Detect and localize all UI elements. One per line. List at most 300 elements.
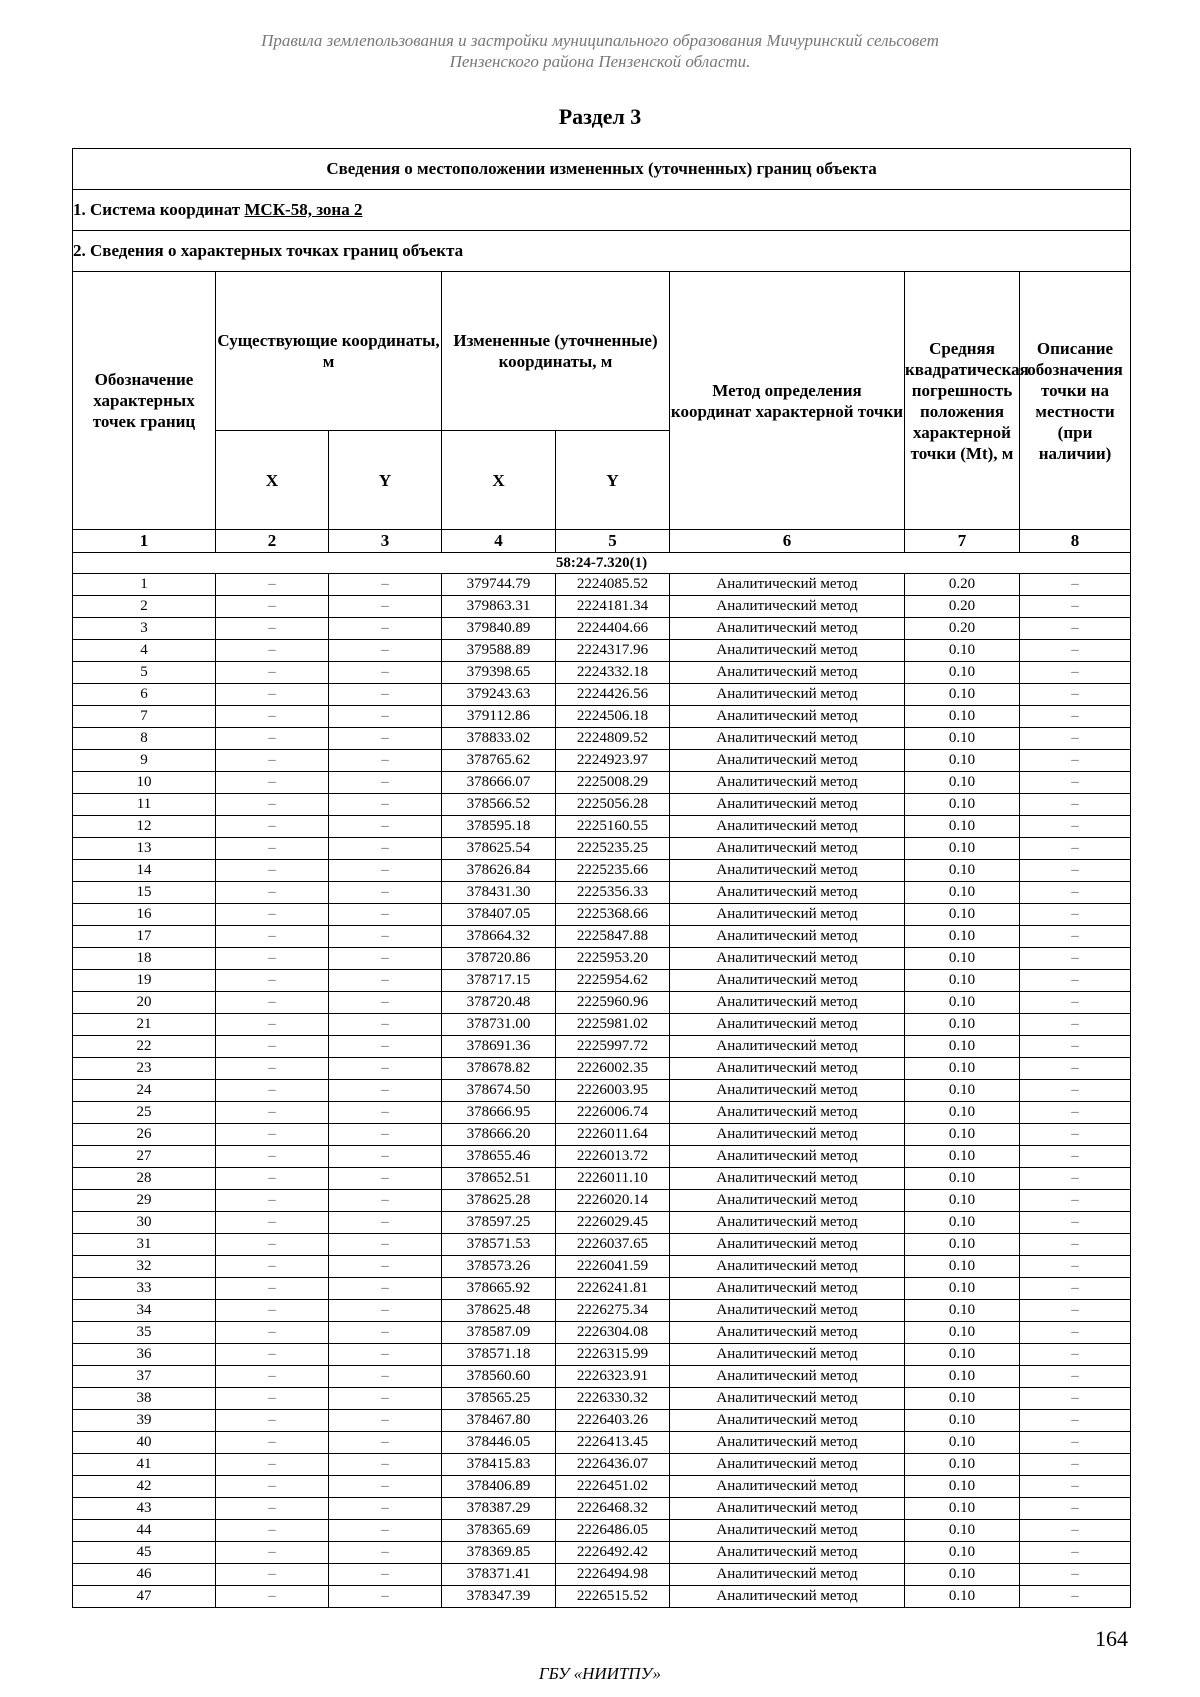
col-header-method: Метод определения координат характерной точки [670, 272, 905, 530]
existing-y: – [329, 1256, 442, 1278]
existing-x: – [216, 1256, 329, 1278]
col-header-existing: Существующие координаты, м [216, 272, 442, 431]
col-number: 7 [905, 530, 1020, 553]
changed-y: 2224426.56 [556, 684, 670, 706]
changed-x: 378406.89 [442, 1476, 556, 1498]
method: Аналитический метод [670, 1256, 905, 1278]
changed-y: 2225368.66 [556, 904, 670, 926]
error-value: 0.10 [905, 1102, 1020, 1124]
existing-y: – [329, 596, 442, 618]
table-row [73, 1366, 1131, 1388]
method: Аналитический метод [670, 662, 905, 684]
existing-x: – [216, 1190, 329, 1212]
error-value: 0.10 [905, 1124, 1020, 1146]
col-number: 4 [442, 530, 556, 553]
existing-x: – [216, 684, 329, 706]
changed-y: 2225356.33 [556, 882, 670, 904]
table-row [73, 662, 1131, 684]
existing-x: – [216, 1278, 329, 1300]
point-number: 38 [73, 1388, 216, 1410]
description: – [1020, 1344, 1131, 1366]
error-value: 0.10 [905, 1058, 1020, 1080]
changed-y: 2225235.66 [556, 860, 670, 882]
method: Аналитический метод [670, 1014, 905, 1036]
changed-y: 2224506.18 [556, 706, 670, 728]
changed-y: 2225235.25 [556, 838, 670, 860]
existing-y: – [329, 1212, 442, 1234]
changed-x: 378565.25 [442, 1388, 556, 1410]
point-number: 39 [73, 1410, 216, 1432]
error-value: 0.10 [905, 1454, 1020, 1476]
changed-x: 378571.53 [442, 1234, 556, 1256]
error-value: 0.10 [905, 1542, 1020, 1564]
error-value: 0.10 [905, 772, 1020, 794]
changed-y: 2225847.88 [556, 926, 670, 948]
changed-x: 378446.05 [442, 1432, 556, 1454]
changed-y: 2226486.05 [556, 1520, 670, 1542]
error-value: 0.10 [905, 706, 1020, 728]
point-number: 32 [73, 1256, 216, 1278]
method: Аналитический метод [670, 1476, 905, 1498]
changed-y: 2226003.95 [556, 1080, 670, 1102]
table-row [73, 1476, 1131, 1498]
method: Аналитический метод [670, 926, 905, 948]
coord-system-value: МСК-58, зона 2 [244, 200, 363, 219]
table-row [73, 860, 1131, 882]
point-number: 1 [73, 574, 216, 596]
table-row [73, 1498, 1131, 1520]
point-number: 5 [73, 662, 216, 684]
description: – [1020, 1212, 1131, 1234]
description: – [1020, 816, 1131, 838]
description: – [1020, 1036, 1131, 1058]
table-row [73, 1014, 1131, 1036]
table-row [73, 1322, 1131, 1344]
point-number: 21 [73, 1014, 216, 1036]
changed-y: 2226011.64 [556, 1124, 670, 1146]
existing-y: – [329, 1036, 442, 1058]
error-value: 0.10 [905, 640, 1020, 662]
method: Аналитический метод [670, 838, 905, 860]
table-row [73, 794, 1131, 816]
changed-y: 2225954.62 [556, 970, 670, 992]
table-row [73, 1586, 1131, 1608]
table-row [73, 992, 1131, 1014]
existing-y: – [329, 970, 442, 992]
changed-x: 378369.85 [442, 1542, 556, 1564]
changed-x: 378720.86 [442, 948, 556, 970]
description: – [1020, 574, 1131, 596]
method: Аналитический метод [670, 1564, 905, 1586]
changed-y: 2226020.14 [556, 1190, 670, 1212]
point-number: 19 [73, 970, 216, 992]
description: – [1020, 1476, 1131, 1498]
existing-x: – [216, 1322, 329, 1344]
changed-x: 378625.54 [442, 838, 556, 860]
table-row [73, 1520, 1131, 1542]
col-number: 5 [556, 530, 670, 553]
method: Аналитический метод [670, 1520, 905, 1542]
changed-y: 2224404.66 [556, 618, 670, 640]
table-row [73, 970, 1131, 992]
table-row [73, 1190, 1131, 1212]
point-number: 35 [73, 1322, 216, 1344]
changed-y: 2225008.29 [556, 772, 670, 794]
table-row [73, 772, 1131, 794]
point-number: 26 [73, 1124, 216, 1146]
col-header-existing-y: Y [329, 431, 442, 530]
changed-x: 379840.89 [442, 618, 556, 640]
existing-x: – [216, 1014, 329, 1036]
changed-y: 2226011.10 [556, 1168, 670, 1190]
error-value: 0.10 [905, 1586, 1020, 1608]
point-number: 14 [73, 860, 216, 882]
changed-y: 2224332.18 [556, 662, 670, 684]
existing-x: – [216, 1300, 329, 1322]
error-value: 0.10 [905, 1168, 1020, 1190]
changed-x: 378833.02 [442, 728, 556, 750]
col-header-description: Описание обозначения точки на местности (при наличии) [1020, 272, 1131, 530]
existing-x: – [216, 1168, 329, 1190]
changed-x: 378347.39 [442, 1586, 556, 1608]
error-value: 0.10 [905, 750, 1020, 772]
error-value: 0.10 [905, 1476, 1020, 1498]
method: Аналитический метод [670, 1432, 905, 1454]
method: Аналитический метод [670, 860, 905, 882]
description: – [1020, 904, 1131, 926]
changed-x: 378664.32 [442, 926, 556, 948]
changed-y: 2226515.52 [556, 1586, 670, 1608]
error-value: 0.10 [905, 1344, 1020, 1366]
error-value: 0.10 [905, 816, 1020, 838]
changed-y: 2225953.20 [556, 948, 670, 970]
error-value: 0.10 [905, 1520, 1020, 1542]
changed-x: 378625.48 [442, 1300, 556, 1322]
existing-y: – [329, 1476, 442, 1498]
table-row [73, 1278, 1131, 1300]
table-row [73, 684, 1131, 706]
method: Аналитический метод [670, 1388, 905, 1410]
existing-y: – [329, 992, 442, 1014]
col-number: 8 [1020, 530, 1131, 553]
point-number: 43 [73, 1498, 216, 1520]
table-row [73, 1388, 1131, 1410]
table-row [73, 1300, 1131, 1322]
description: – [1020, 772, 1131, 794]
error-value: 0.10 [905, 1278, 1020, 1300]
method: Аналитический метод [670, 1278, 905, 1300]
coord-system-row [73, 190, 1131, 231]
table-row [73, 1256, 1131, 1278]
existing-y: – [329, 750, 442, 772]
point-number: 27 [73, 1146, 216, 1168]
point-number: 41 [73, 1454, 216, 1476]
description: – [1020, 1322, 1131, 1344]
existing-x: – [216, 860, 329, 882]
existing-x: – [216, 1410, 329, 1432]
existing-y: – [329, 904, 442, 926]
description: – [1020, 1498, 1131, 1520]
error-value: 0.10 [905, 662, 1020, 684]
coord-system [73, 190, 1131, 231]
existing-x: – [216, 574, 329, 596]
existing-y: – [329, 1564, 442, 1586]
point-number: 24 [73, 1080, 216, 1102]
existing-x: – [216, 1454, 329, 1476]
error-value: 0.10 [905, 1564, 1020, 1586]
changed-y: 2226436.07 [556, 1454, 670, 1476]
changed-y: 2225056.28 [556, 794, 670, 816]
table-row [73, 1168, 1131, 1190]
description: – [1020, 1432, 1131, 1454]
existing-x: – [216, 772, 329, 794]
changed-y: 2226013.72 [556, 1146, 670, 1168]
method: Аналитический метод [670, 1080, 905, 1102]
running-header-line2: Пензенского района Пензенской области. [449, 52, 751, 71]
method: Аналитический метод [670, 948, 905, 970]
point-number: 2 [73, 596, 216, 618]
description: – [1020, 1388, 1131, 1410]
error-value: 0.10 [905, 1014, 1020, 1036]
existing-y: – [329, 1388, 442, 1410]
changed-x: 378666.20 [442, 1124, 556, 1146]
changed-x: 379744.79 [442, 574, 556, 596]
method: Аналитический метод [670, 1124, 905, 1146]
changed-y: 2226304.08 [556, 1322, 670, 1344]
description: – [1020, 860, 1131, 882]
existing-x: – [216, 1476, 329, 1498]
description: – [1020, 948, 1131, 970]
method: Аналитический метод [670, 1322, 905, 1344]
changed-y: 2226494.98 [556, 1564, 670, 1586]
description: – [1020, 838, 1131, 860]
method: Аналитический метод [670, 1212, 905, 1234]
existing-x: – [216, 1432, 329, 1454]
changed-y: 2226403.26 [556, 1410, 670, 1432]
existing-x: – [216, 1146, 329, 1168]
method: Аналитический метод [670, 1102, 905, 1124]
existing-y: – [329, 1014, 442, 1036]
table-row [73, 728, 1131, 750]
method: Аналитический метод [670, 904, 905, 926]
changed-x: 378387.29 [442, 1498, 556, 1520]
error-value: 0.10 [905, 794, 1020, 816]
existing-x: – [216, 794, 329, 816]
point-number: 31 [73, 1234, 216, 1256]
existing-x: – [216, 838, 329, 860]
existing-x: – [216, 706, 329, 728]
table-row [73, 640, 1131, 662]
point-number: 45 [73, 1542, 216, 1564]
table-row [73, 1058, 1131, 1080]
table-title: Сведения о местоположении измененных (уточненных) границ объекта [73, 149, 1131, 190]
running-header [0, 30, 1200, 72]
table-row [73, 618, 1131, 640]
existing-y: – [329, 1454, 442, 1476]
method: Аналитический метод [670, 772, 905, 794]
method: Аналитический метод [670, 1366, 905, 1388]
error-value: 0.10 [905, 948, 1020, 970]
point-number: 17 [73, 926, 216, 948]
table-row [73, 1432, 1131, 1454]
existing-x: – [216, 882, 329, 904]
existing-x: – [216, 970, 329, 992]
existing-y: – [329, 794, 442, 816]
existing-x: – [216, 1212, 329, 1234]
changed-y: 2226468.32 [556, 1498, 670, 1520]
description: – [1020, 1102, 1131, 1124]
error-value: 0.20 [905, 596, 1020, 618]
description: – [1020, 1564, 1131, 1586]
point-number: 8 [73, 728, 216, 750]
existing-y: – [329, 662, 442, 684]
point-number: 40 [73, 1432, 216, 1454]
table-row [73, 816, 1131, 838]
existing-x: – [216, 1586, 329, 1608]
existing-y: – [329, 1542, 442, 1564]
changed-x: 378407.05 [442, 904, 556, 926]
table-row [73, 1212, 1131, 1234]
changed-x: 378431.30 [442, 882, 556, 904]
point-number: 7 [73, 706, 216, 728]
existing-y: – [329, 816, 442, 838]
error-value: 0.10 [905, 860, 1020, 882]
changed-y: 2225160.55 [556, 816, 670, 838]
existing-x: – [216, 1366, 329, 1388]
method: Аналитический метод [670, 882, 905, 904]
method: Аналитический метод [670, 1344, 905, 1366]
error-value: 0.10 [905, 926, 1020, 948]
existing-y: – [329, 684, 442, 706]
existing-x: – [216, 618, 329, 640]
changed-y: 2226330.32 [556, 1388, 670, 1410]
method: Аналитический метод [670, 750, 905, 772]
description: – [1020, 1190, 1131, 1212]
point-number: 12 [73, 816, 216, 838]
method: Аналитический метод [670, 618, 905, 640]
point-number: 25 [73, 1102, 216, 1124]
table-row [73, 1454, 1131, 1476]
point-number: 30 [73, 1212, 216, 1234]
error-value: 0.10 [905, 904, 1020, 926]
point-number: 6 [73, 684, 216, 706]
error-value: 0.10 [905, 970, 1020, 992]
method: Аналитический метод [670, 816, 905, 838]
changed-x: 378717.15 [442, 970, 556, 992]
method: Аналитический метод [670, 1542, 905, 1564]
error-value: 0.10 [905, 684, 1020, 706]
description: – [1020, 1014, 1131, 1036]
table-row [73, 1564, 1131, 1586]
description: – [1020, 1520, 1131, 1542]
existing-y: – [329, 838, 442, 860]
col-header-designation: Обозначение характерных точек границ [73, 272, 216, 530]
changed-x: 379243.63 [442, 684, 556, 706]
existing-x: – [216, 1542, 329, 1564]
description: – [1020, 882, 1131, 904]
existing-y: – [329, 1432, 442, 1454]
coord-system-label: 1. Система координат [73, 200, 245, 219]
changed-x: 379398.65 [442, 662, 556, 684]
existing-y: – [329, 1586, 442, 1608]
error-value: 0.10 [905, 1234, 1020, 1256]
description: – [1020, 1278, 1131, 1300]
coordinates-table [72, 148, 1131, 1608]
parcel-id: 58:24-7.320(1) [73, 553, 1131, 574]
description: – [1020, 926, 1131, 948]
description: – [1020, 640, 1131, 662]
changed-x: 378720.48 [442, 992, 556, 1014]
changed-y: 2226006.74 [556, 1102, 670, 1124]
existing-x: – [216, 640, 329, 662]
parcel-id-row [73, 553, 1131, 574]
table-row [73, 838, 1131, 860]
description: – [1020, 1300, 1131, 1322]
existing-y: – [329, 1498, 442, 1520]
existing-x: – [216, 1498, 329, 1520]
error-value: 0.10 [905, 882, 1020, 904]
existing-x: – [216, 1102, 329, 1124]
col-number: 3 [329, 530, 442, 553]
existing-y: – [329, 640, 442, 662]
table-row [73, 1234, 1131, 1256]
changed-y: 2224809.52 [556, 728, 670, 750]
point-number: 10 [73, 772, 216, 794]
existing-x: – [216, 596, 329, 618]
description: – [1020, 1410, 1131, 1432]
changed-y: 2225960.96 [556, 992, 670, 1014]
table-row [73, 1542, 1131, 1564]
description: – [1020, 662, 1131, 684]
method: Аналитический метод [670, 640, 905, 662]
existing-x: – [216, 1388, 329, 1410]
table-row [73, 882, 1131, 904]
existing-x: – [216, 1234, 329, 1256]
col-header-changed-y: Y [556, 431, 670, 530]
changed-y: 2224923.97 [556, 750, 670, 772]
error-value: 0.10 [905, 1432, 1020, 1454]
existing-y: – [329, 1124, 442, 1146]
existing-y: – [329, 574, 442, 596]
description: – [1020, 1146, 1131, 1168]
point-number: 37 [73, 1366, 216, 1388]
footer: ГБУ «НИИТПУ» [538, 1664, 662, 1683]
point-number: 36 [73, 1344, 216, 1366]
existing-x: – [216, 1124, 329, 1146]
error-value: 0.10 [905, 992, 1020, 1014]
existing-y: – [329, 1410, 442, 1432]
running-header-line1: Правила землепользования и застройки муниципального образования Мичуринский сельсовет [261, 31, 939, 50]
description: – [1020, 1234, 1131, 1256]
table-row [73, 750, 1131, 772]
changed-x: 378595.18 [442, 816, 556, 838]
table-row [73, 904, 1131, 926]
point-number: 20 [73, 992, 216, 1014]
point-number: 47 [73, 1586, 216, 1608]
description: – [1020, 794, 1131, 816]
existing-y: – [329, 1322, 442, 1344]
existing-y: – [329, 1080, 442, 1102]
changed-x: 378666.95 [442, 1102, 556, 1124]
existing-x: – [216, 728, 329, 750]
changed-x: 378652.51 [442, 1168, 556, 1190]
table-title-row [73, 149, 1131, 190]
section-title: Раздел 3 [558, 104, 642, 129]
col-header-existing-x: X [216, 431, 329, 530]
changed-x: 378571.18 [442, 1344, 556, 1366]
existing-x: – [216, 948, 329, 970]
existing-x: – [216, 662, 329, 684]
